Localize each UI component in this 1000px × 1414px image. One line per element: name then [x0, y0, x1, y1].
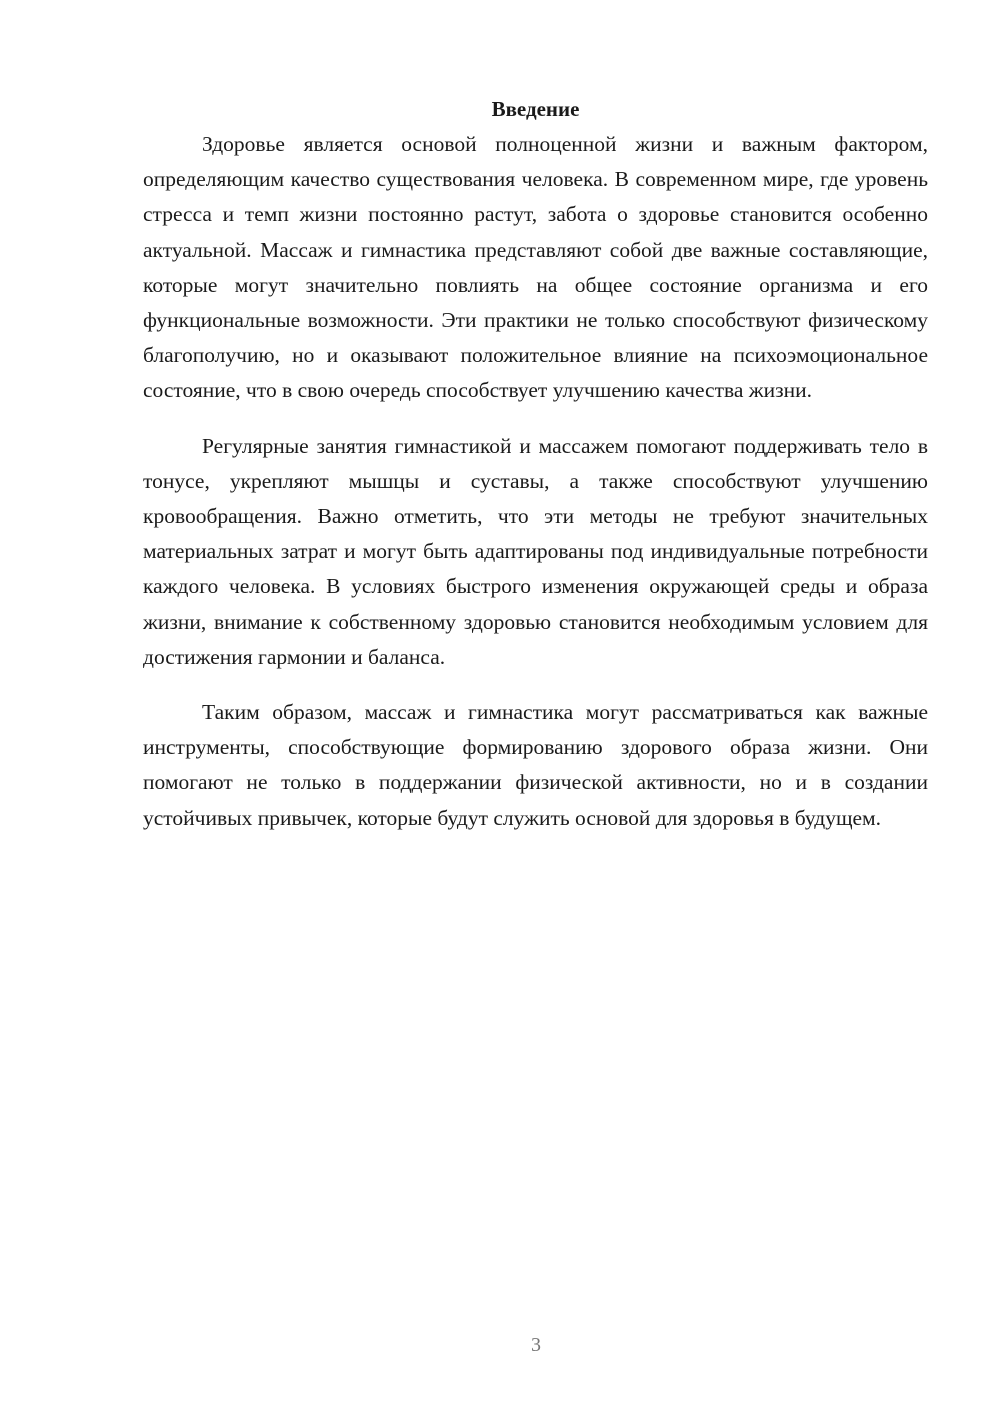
paragraph-1: Здоровье является основой полноценной жизни и важным фактором, определяющим качество существования человека. В современном мире, где уровень стресса и темп жизни постоянно растут, забота о здоровье становится особенно актуальной. Массаж и гимнастика представляют собой две важные составляющие, которые могут значительно повлиять на общее состояние организма и его функциональные возможности. Эти практики не только способствуют физическому благополучию, но и оказывают положительное влияние на психоэмоциональное состояние, что в свою очередь способствует улучшению качества жизни. — [143, 132, 928, 403]
paragraph-2: Регулярные занятия гимнастикой и массажем помогают поддерживать тело в тонусе, укрепляют мышцы и суставы, а также способствуют улучшению кровообращения. Важно отметить, что эти методы не требуют значительных материальных затрат и могут быть адаптированы под индивидуальные потребности каждого человека. В условиях быстрого изменения окружающей среды и образа жизни, внимание к собственному здоровью становится необходимым условием для достижения гармонии и баланса. — [143, 433, 928, 669]
page-number: 3 — [531, 1334, 541, 1356]
page-content — [143, 92, 928, 856]
paragraph-3: Таким образом, массаж и гимнастика могут рассматриваться как важные инструменты, способствующие формированию здорового образа жизни. Они помогают не только в поддержании физической активности, но и в создании устойчивых привычек, которые будут служить основой для здоровья в будущем. — [143, 700, 928, 830]
section-title: Введение — [491, 97, 580, 121]
